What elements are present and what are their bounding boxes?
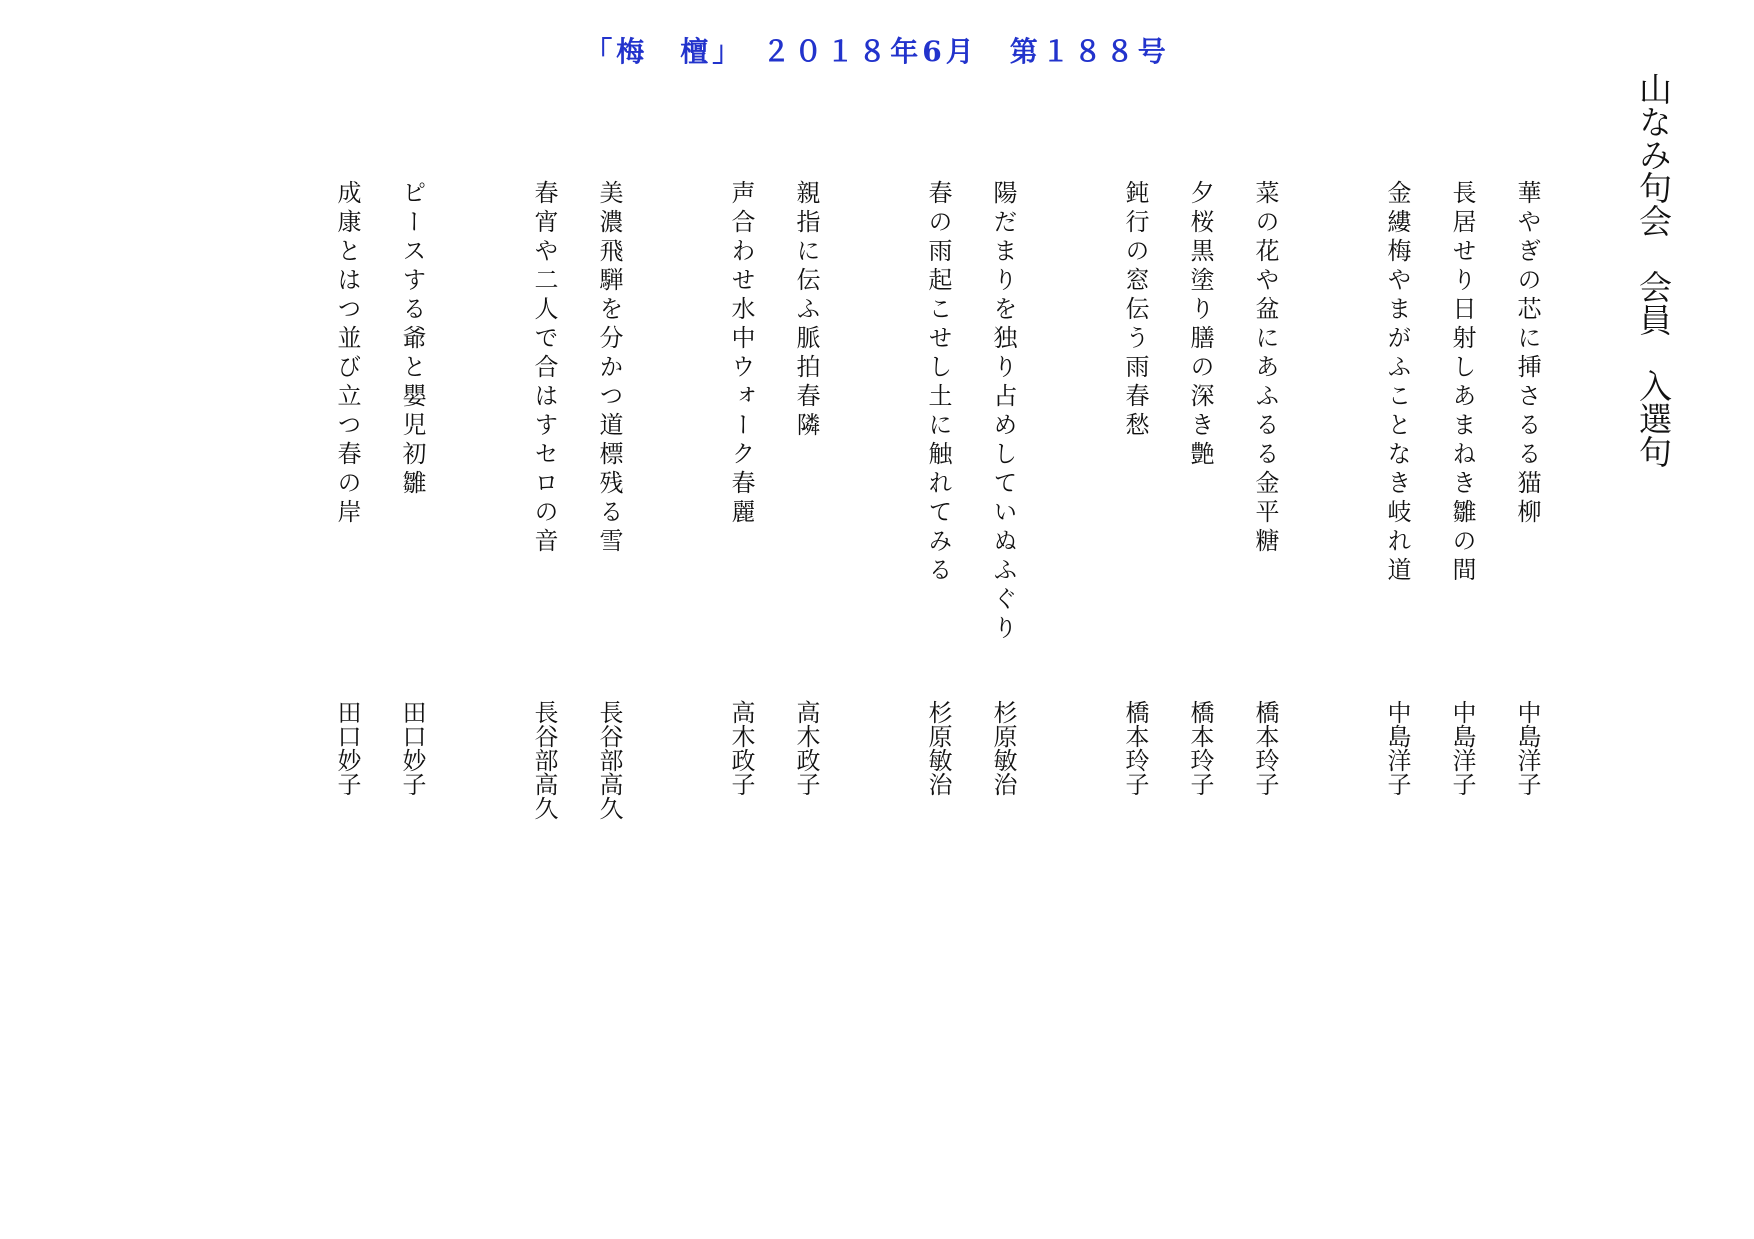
haiku-verse: 美濃飛騨を分かつ道標残る雪	[595, 180, 623, 557]
haiku-verse: 成康とはつ並び立つ春の岸	[333, 180, 361, 528]
haiku-verse: 菜の花や盆にあふるる金平糖	[1251, 180, 1279, 557]
haiku-verse: 親指に伝ふ脈拍春隣	[792, 180, 820, 441]
haiku-verse: ピースする爺と嬰児初雛	[398, 180, 426, 499]
haiku-author: 高木政子	[727, 700, 755, 796]
haiku-author: 中島洋子	[1448, 700, 1476, 796]
haiku-verse: 陽だまりを独り占めしていぬふぐり	[989, 180, 1017, 644]
haiku-author: 高木政子	[792, 700, 820, 796]
haiku-verse: 夕桜黒塗り膳の深き艶	[1186, 180, 1214, 470]
haiku-author: 長谷部高久	[595, 700, 623, 820]
haiku-author: 杉原敏治	[924, 700, 952, 796]
haiku-author: 長谷部高久	[530, 700, 558, 820]
haiku-verse: 華やぎの芯に挿さるる猫柳	[1513, 180, 1541, 528]
haiku-verse: 長居せり日射しあまねき雛の間	[1448, 180, 1476, 586]
newsletter-header: 「梅 檀」 ２０１８年6月 第１８８号	[584, 35, 1170, 68]
haiku-verse: 春の雨起こせし土に触れてみる	[924, 180, 952, 586]
haiku-author: 橋本玲子	[1121, 700, 1149, 796]
haiku-author: 中島洋子	[1383, 700, 1411, 796]
haiku-author: 橋本玲子	[1251, 700, 1279, 796]
haiku-author: 杉原敏治	[989, 700, 1017, 796]
haiku-verse: 金縷梅やまがふことなき岐れ道	[1383, 180, 1411, 586]
page-title: 山なみ句会 会員 入選句	[1634, 72, 1673, 468]
haiku-verse: 鈍行の窓伝う雨春愁	[1121, 180, 1149, 441]
haiku-author: 中島洋子	[1513, 700, 1541, 796]
haiku-author: 橋本玲子	[1186, 700, 1214, 796]
haiku-verse: 声合わせ水中ウォーク春麗	[727, 180, 755, 528]
haiku-verse: 春宵や二人で合はすセロの音	[530, 180, 558, 557]
haiku-author: 田口妙子	[398, 700, 426, 796]
haiku-author: 田口妙子	[333, 700, 361, 796]
